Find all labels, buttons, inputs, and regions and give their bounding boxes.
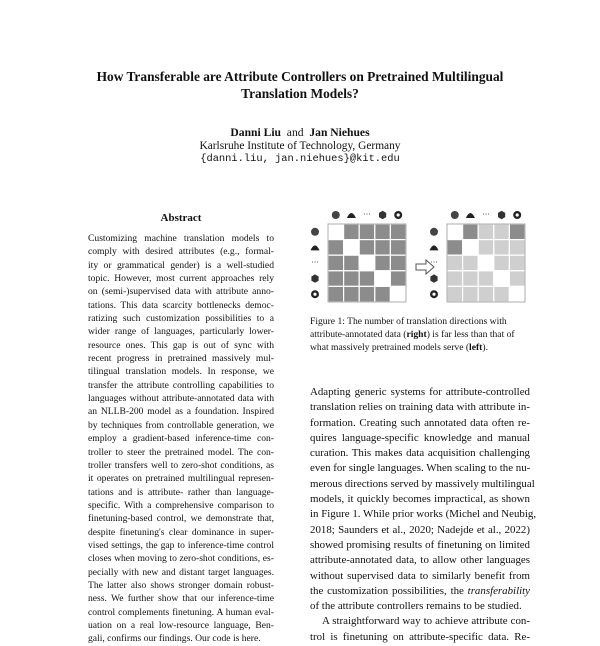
language-icon bbox=[311, 274, 318, 282]
grid-cell bbox=[463, 255, 479, 271]
grid-cell bbox=[478, 240, 494, 256]
grid-cell bbox=[463, 271, 479, 287]
ellipsis: ··· bbox=[430, 258, 438, 267]
body-line bbox=[310, 507, 537, 522]
abstract-line: control complements finetuning. A human eval- bbox=[88, 606, 274, 618]
grid-cell bbox=[447, 271, 463, 287]
language-icon bbox=[311, 245, 320, 250]
abstract-line: troller transfers well to zero-shot conditions, as bbox=[88, 459, 274, 471]
language-icon bbox=[379, 211, 386, 219]
abstract-line: employ a gradient-based inference-time con- bbox=[88, 433, 274, 445]
abstract-line: resource ones. This gap is out of sync with bbox=[88, 339, 274, 351]
grid-cell bbox=[478, 271, 494, 287]
body-line bbox=[310, 584, 530, 599]
body-text-run: translation relies on training data with attribute in- bbox=[310, 401, 530, 414]
body-text-run: the customization possibilities, the bbox=[310, 584, 468, 597]
grid-cell bbox=[494, 271, 510, 287]
abstract-line: an NLLB-200 model as a foundation. Inspired bbox=[88, 406, 274, 418]
author-1: Danni Liu bbox=[230, 126, 281, 139]
body-text-run: without supervised data to similarly benefit from bbox=[310, 569, 530, 582]
body-line bbox=[310, 553, 530, 568]
grid-cell bbox=[509, 224, 525, 240]
abstract-line: closes when moving to zero-shot conditions, es- bbox=[88, 553, 274, 565]
grid-cell bbox=[328, 255, 344, 271]
language-icon bbox=[430, 228, 438, 236]
abstract-line: vised settings, the gap to inference-time control bbox=[88, 539, 274, 551]
grid-cell bbox=[478, 224, 494, 240]
body-text-run: merous directions served by massively multilingual bbox=[310, 477, 535, 490]
abstract-line: specific. With a comprehensive comparison to bbox=[88, 499, 274, 511]
grid-cell bbox=[390, 271, 406, 287]
grid-cell bbox=[509, 255, 525, 271]
abstract-line: ratizing such customization possibilities to a bbox=[88, 313, 274, 325]
body-line bbox=[310, 416, 530, 431]
abstract-line: topic. However, most current approaches rely bbox=[88, 273, 274, 285]
body-line bbox=[310, 492, 530, 507]
grid-cell bbox=[447, 255, 463, 271]
grid-cell bbox=[328, 224, 344, 240]
grid-cell bbox=[359, 255, 375, 271]
grid-cell bbox=[359, 271, 375, 287]
body-text-run: in Figure 1. While prior works (Michel and Neubig, bbox=[310, 508, 537, 521]
abstract-line: tations and is attribute- rather than language- bbox=[88, 486, 274, 498]
abstract-line: pecially with new and distant target languages. bbox=[88, 566, 274, 578]
grid-cell bbox=[390, 286, 406, 302]
body-line bbox=[310, 538, 530, 553]
grid-cell bbox=[478, 255, 494, 271]
grid-cell bbox=[328, 271, 344, 287]
grid-cell bbox=[447, 224, 463, 240]
body-line bbox=[310, 431, 530, 446]
grid-cell bbox=[375, 255, 391, 271]
grid-cell bbox=[447, 240, 463, 256]
body-line bbox=[310, 477, 535, 492]
grid-cell bbox=[494, 240, 510, 256]
grid-cell bbox=[463, 224, 479, 240]
abstract-line: troller to steer the pretrained model. The con- bbox=[88, 446, 274, 458]
abstract-line: on (semi-)supervised data with attribute anno- bbox=[88, 286, 274, 298]
grid-cell bbox=[509, 271, 525, 287]
language-icon bbox=[451, 211, 459, 219]
title-line-2: Translation Models? bbox=[241, 86, 359, 101]
grid-cell bbox=[390, 224, 406, 240]
ellipsis: ··· bbox=[311, 258, 319, 267]
language-icon bbox=[332, 211, 340, 219]
language-icon bbox=[311, 228, 319, 236]
grid-cell bbox=[328, 286, 344, 302]
abstract-body bbox=[88, 232, 274, 646]
grid-cell bbox=[494, 224, 510, 240]
body-line: of the attribute controllers remains to be studied. bbox=[310, 600, 522, 613]
language-icon bbox=[430, 274, 437, 282]
body-line: trol is finetuning on attribute-specific data. Re- bbox=[310, 630, 530, 643]
abstract-line: Customizing machine translation models to bbox=[88, 233, 274, 244]
grid-cell bbox=[359, 224, 375, 240]
grid-cell bbox=[494, 286, 510, 302]
caption-line bbox=[310, 342, 530, 355]
grid-cell bbox=[390, 255, 406, 271]
grid-cell bbox=[375, 240, 391, 256]
abstract-line: transfer the attribute controlling capabilities to bbox=[88, 379, 274, 391]
abstract-line: languages without attribute-annotated data with bbox=[88, 393, 274, 405]
grid-cell bbox=[463, 240, 479, 256]
title-line-1: How Transferable are Attribute Controllers on Pretrained Multilingual bbox=[96, 69, 504, 84]
caption-bold: left bbox=[469, 341, 483, 353]
abstract-line: ness. We further show that our inference-time bbox=[88, 593, 274, 605]
body-text-run: showed promising results of finetuning on limited bbox=[310, 538, 530, 551]
caption-text: ). bbox=[482, 341, 488, 353]
abstract-heading: Abstract bbox=[160, 212, 202, 224]
abstract-line: tations. This data scarcity bottlenecks democ- bbox=[88, 299, 274, 311]
grid-cell bbox=[390, 240, 406, 256]
language-icon-center bbox=[397, 213, 400, 216]
abstract-line: comply with desired attributes (e.g., formal- bbox=[88, 246, 274, 258]
language-icon-center bbox=[516, 213, 519, 216]
abstract-line: despite finetuning's clear dominance in super- bbox=[88, 526, 274, 538]
grid-cell bbox=[509, 286, 525, 302]
grid-cell bbox=[344, 224, 360, 240]
body-text-run: 2018; Saunders et al., 2020; Nadejde et al., 2022) bbox=[310, 523, 530, 536]
caption-text: ) is far less than that of bbox=[426, 328, 515, 340]
body-text-run: models, it quickly becomes impractical, as shown bbox=[310, 493, 530, 506]
email: {danni.liu, jan.niehues}@kit.edu bbox=[200, 153, 400, 165]
abstract-line: it operates on pretrained multilingual represen- bbox=[88, 473, 274, 485]
grid-cell bbox=[344, 286, 360, 302]
caption-text: attribute-annotated data ( bbox=[310, 328, 407, 340]
body-line bbox=[310, 523, 530, 538]
author-2: Jan Niehues bbox=[309, 126, 370, 139]
grid-cell bbox=[359, 286, 375, 302]
grid-cell bbox=[344, 240, 360, 256]
ellipsis: ··· bbox=[363, 210, 371, 219]
abstract-line: uation on a real low-resource language, Ben- bbox=[88, 619, 274, 631]
grid-cell bbox=[478, 286, 494, 302]
body-text-run: quires language-specific knowledge and manual bbox=[310, 431, 530, 444]
grid-cell bbox=[494, 255, 510, 271]
body-line bbox=[310, 400, 530, 415]
body-line bbox=[310, 385, 530, 400]
abstract-line: wider range of languages, particularly lower- bbox=[88, 326, 274, 338]
body-text-run: even for single languages. When scaling to the nu- bbox=[310, 462, 531, 475]
figure-caption bbox=[310, 316, 530, 354]
paragraph-1 bbox=[310, 385, 537, 614]
language-icon bbox=[430, 245, 439, 250]
abstract-line: recent progress in pretrained massively mul- bbox=[88, 353, 274, 365]
author-and: and bbox=[286, 126, 304, 139]
grid-cell bbox=[344, 271, 360, 287]
body-line bbox=[310, 461, 530, 476]
caption-text: Figure 1: The number of translation directions with bbox=[310, 316, 507, 327]
grid-cell bbox=[447, 286, 463, 302]
paragraph-2 bbox=[310, 614, 530, 645]
ellipsis: ··· bbox=[482, 210, 490, 219]
language-icon bbox=[498, 211, 505, 219]
figure-1 bbox=[306, 206, 534, 306]
body-text bbox=[310, 385, 537, 645]
language-icon-center bbox=[313, 293, 316, 296]
grid-cell bbox=[344, 255, 360, 271]
paper-title bbox=[0, 68, 600, 102]
grid-cell bbox=[509, 240, 525, 256]
abstract-line: by techniques from controllable generation, we bbox=[88, 419, 274, 431]
authors bbox=[0, 126, 600, 140]
grid-cell bbox=[328, 240, 344, 256]
grid-cell bbox=[463, 286, 479, 302]
body-line bbox=[310, 569, 530, 584]
affiliation: Karlsruhe Institute of Technology, Germany bbox=[199, 140, 401, 152]
caption-line bbox=[310, 316, 530, 329]
caption-text: what massively pretrained models serve ( bbox=[310, 341, 470, 353]
language-icon bbox=[466, 213, 475, 218]
grid-cell bbox=[375, 286, 391, 302]
grid-cell bbox=[375, 224, 391, 240]
caption-line bbox=[310, 329, 530, 342]
abstract-line: ity or grammatical gender) is a well-studied bbox=[88, 259, 274, 271]
language-icon-center bbox=[432, 293, 435, 296]
body-line: A straightforward way to achieve attribute con- bbox=[322, 615, 530, 628]
body-line bbox=[310, 446, 530, 461]
body-text-run: curation. This makes data acquisition challenging bbox=[310, 447, 530, 460]
abstract-line: finetuning-based control, we demonstrate that, bbox=[88, 513, 274, 525]
grid-cell bbox=[359, 240, 375, 256]
language-icon bbox=[347, 213, 356, 218]
body-text-run: Adapting generic systems for attribute-controlled bbox=[310, 386, 530, 398]
emphasis: transferability bbox=[467, 584, 530, 597]
body-text-run: formation. Creating such annotated data often re- bbox=[310, 416, 530, 429]
abstract-line: gali, confirms our findings. Our code is here. bbox=[88, 633, 261, 645]
abstract-line: The latter also shows stronger domain robust- bbox=[88, 579, 274, 591]
abstract-line: tilingual translation models. In response, we bbox=[88, 366, 274, 378]
body-text-run: attribute-annotated data, to allow other languages bbox=[310, 554, 530, 567]
grid-cell bbox=[375, 271, 391, 287]
caption-bold: right bbox=[406, 328, 427, 340]
